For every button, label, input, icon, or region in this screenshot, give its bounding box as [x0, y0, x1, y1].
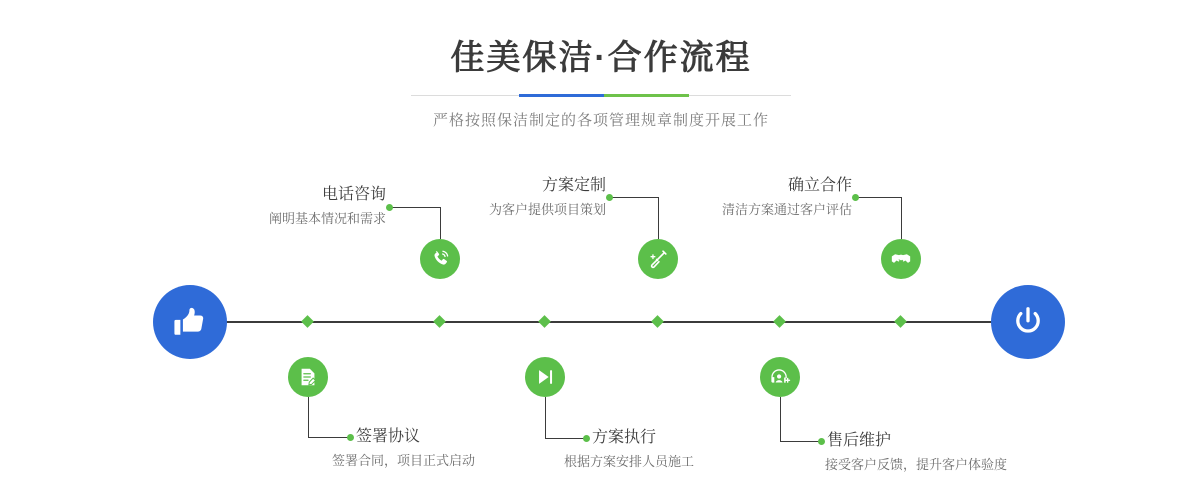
connector-dot — [386, 204, 393, 211]
connector-line — [780, 441, 820, 442]
diagram-header — [0, 0, 1202, 130]
connector-line — [440, 207, 441, 239]
end-node — [991, 285, 1065, 359]
connector-line — [545, 397, 546, 438]
axis-marker — [538, 315, 551, 328]
step-icon-node — [525, 357, 565, 397]
connector-line — [658, 197, 659, 239]
step-icon-node — [288, 357, 328, 397]
step-label — [250, 184, 386, 230]
step-desc: 阐明基本情况和需求 — [268, 211, 386, 226]
thumbs-up-icon — [173, 305, 207, 339]
axis-marker — [894, 315, 907, 328]
contract-edit-icon — [297, 366, 319, 388]
step-label — [827, 430, 1007, 476]
step-label — [460, 175, 606, 221]
title-divider — [411, 94, 791, 97]
step-name: 确立合作 — [787, 177, 852, 194]
axis-marker — [301, 315, 314, 328]
page-title: 佳美保洁·合作流程 — [450, 39, 752, 77]
step-name: 签署协议 — [356, 428, 421, 445]
connector-dot — [852, 194, 859, 201]
start-node — [153, 285, 227, 359]
divider-accent-blue — [519, 94, 604, 97]
connector-dot — [818, 438, 825, 445]
connector-dot — [606, 194, 613, 201]
connector-line — [389, 207, 440, 208]
connector-line — [308, 397, 309, 437]
step-desc: 签署合同，项目正式启动 — [332, 453, 476, 468]
power-icon — [1010, 304, 1046, 340]
timeline — [0, 150, 1202, 502]
axis-marker — [773, 315, 786, 328]
step-label — [332, 426, 476, 472]
phone-ring-icon — [429, 248, 451, 270]
connector-line — [308, 437, 350, 438]
step-icon-node — [760, 357, 800, 397]
step-name: 售后维护 — [827, 432, 892, 449]
divider-accent-green — [604, 94, 689, 97]
play-step-icon — [534, 366, 556, 388]
connector-line — [780, 397, 781, 441]
connector-dot — [347, 434, 354, 441]
connector-line — [610, 197, 658, 198]
broom-icon — [647, 248, 669, 270]
step-desc: 根据方案安排人员施工 — [564, 454, 695, 469]
connector-line — [901, 197, 902, 239]
step-name: 方案定制 — [541, 177, 606, 194]
step-label — [700, 175, 852, 221]
handshake-icon — [890, 248, 912, 270]
axis-marker — [651, 315, 664, 328]
step-icon-node — [881, 239, 921, 279]
step-desc: 清洁方案通过客户评估 — [721, 202, 852, 217]
page-subtitle: 严格按照保洁制定的各项管理规章制度开展工作 — [432, 112, 769, 129]
headset-add-icon — [769, 366, 791, 388]
connector-line — [545, 438, 585, 439]
step-desc: 为客户提供项目策划 — [488, 202, 606, 217]
connector-line — [856, 197, 901, 198]
step-name: 方案执行 — [592, 429, 657, 446]
connector-dot — [583, 435, 590, 442]
step-desc: 接受客户反馈，提升客户体验度 — [825, 457, 1008, 472]
step-icon-node — [638, 239, 678, 279]
step-icon-node — [420, 239, 460, 279]
step-name: 电话咨询 — [321, 186, 386, 203]
axis-marker — [433, 315, 446, 328]
step-label — [564, 427, 695, 473]
